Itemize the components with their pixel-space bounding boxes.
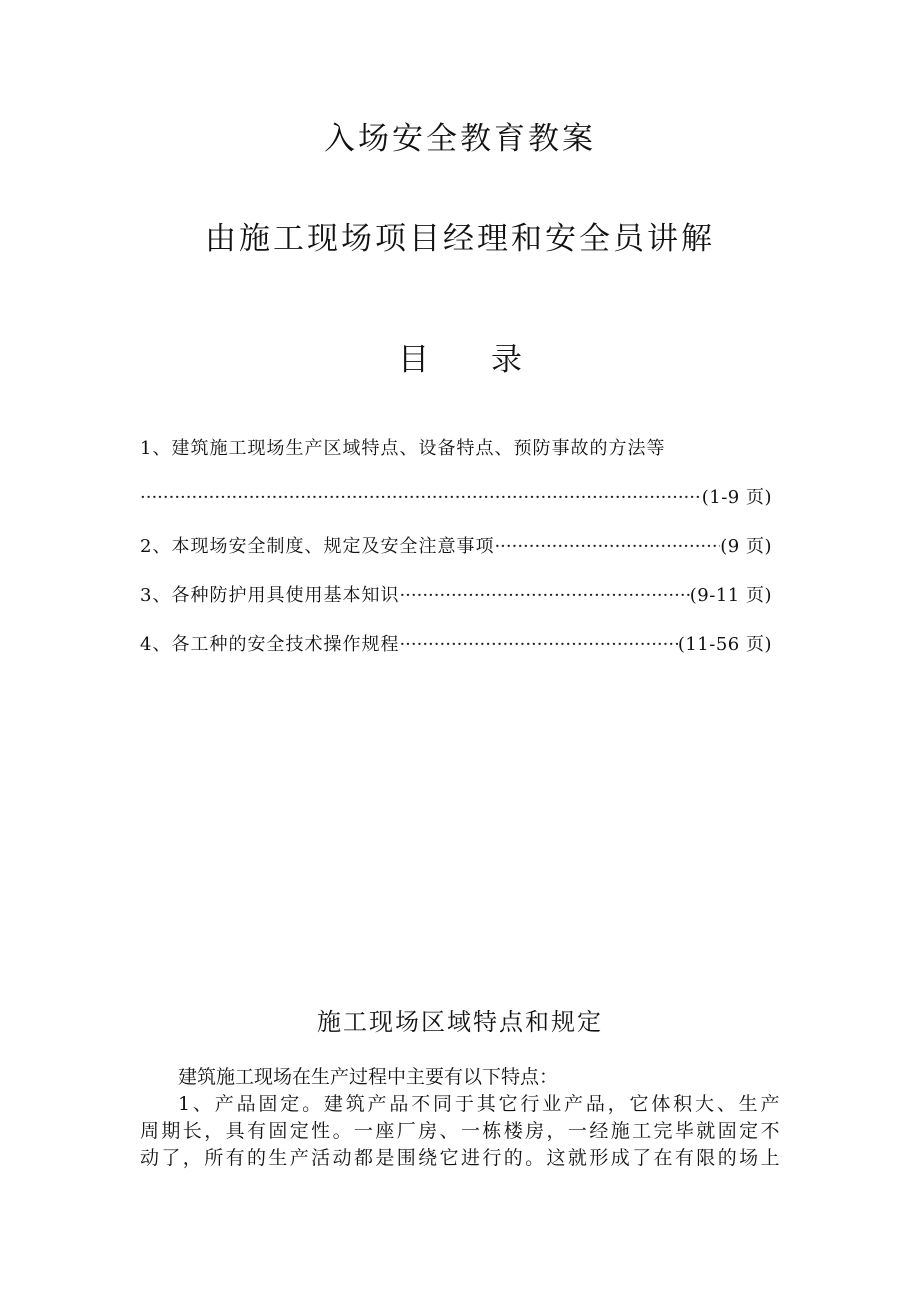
toc-entry[interactable] [140, 481, 772, 530]
toc-entry-text: 4、各工种的安全技术操作规程 [140, 634, 400, 655]
toc-entry-text: 2、本现场安全制度、规定及安全注意事项 [140, 536, 495, 557]
toc-leader-dots [140, 481, 702, 515]
toc-leader-dots [399, 628, 677, 662]
paragraph-continuation: 动了，所有的生产活动都是围绕它进行的。这就形成了在有限的场上 [140, 1147, 780, 1169]
toc-entry[interactable] [140, 579, 772, 628]
toc-heading [0, 334, 920, 379]
paragraph-continuation: 周期长，具有固定性。一座厂房、一栋楼房，一经施工完毕就固定不 [140, 1120, 780, 1142]
section-title: 施工现场区域特点和规定 [317, 1008, 603, 1036]
toc-entry-page: (9 页) [720, 536, 772, 557]
toc-heading-right: 录 [491, 342, 522, 378]
toc-entry[interactable] [140, 530, 772, 579]
toc-entry-text: 1、建筑施工现场生产区域特点、设备特点、预防事故的方法等 [140, 438, 666, 459]
toc-heading-left: 目 [398, 342, 429, 378]
toc-entry[interactable] [140, 628, 772, 677]
table-of-contents [140, 432, 772, 677]
toc-leader-dots [494, 530, 720, 564]
body-text [140, 1064, 780, 1172]
toc-entry-page: (11-56 页) [677, 634, 772, 655]
toc-entry-page: (9-11 页) [689, 585, 772, 606]
toc-entry-text: 3、各种防护用具使用基本知识 [140, 585, 400, 606]
toc-entry-page: (1-9 页) [701, 487, 772, 508]
document-subtitle: 由施工现场项目经理和安全员讲解 [205, 221, 715, 257]
paragraph: 1、产品固定。建筑产品不同于其它行业产品，它体积大、生产 [178, 1093, 780, 1115]
toc-leader-dots [399, 579, 689, 613]
paragraph: 建筑施工现场在生产过程中主要有以下特点： [178, 1066, 559, 1088]
toc-entry[interactable] [140, 432, 772, 481]
document-title: 入场安全教育教案 [324, 121, 596, 157]
